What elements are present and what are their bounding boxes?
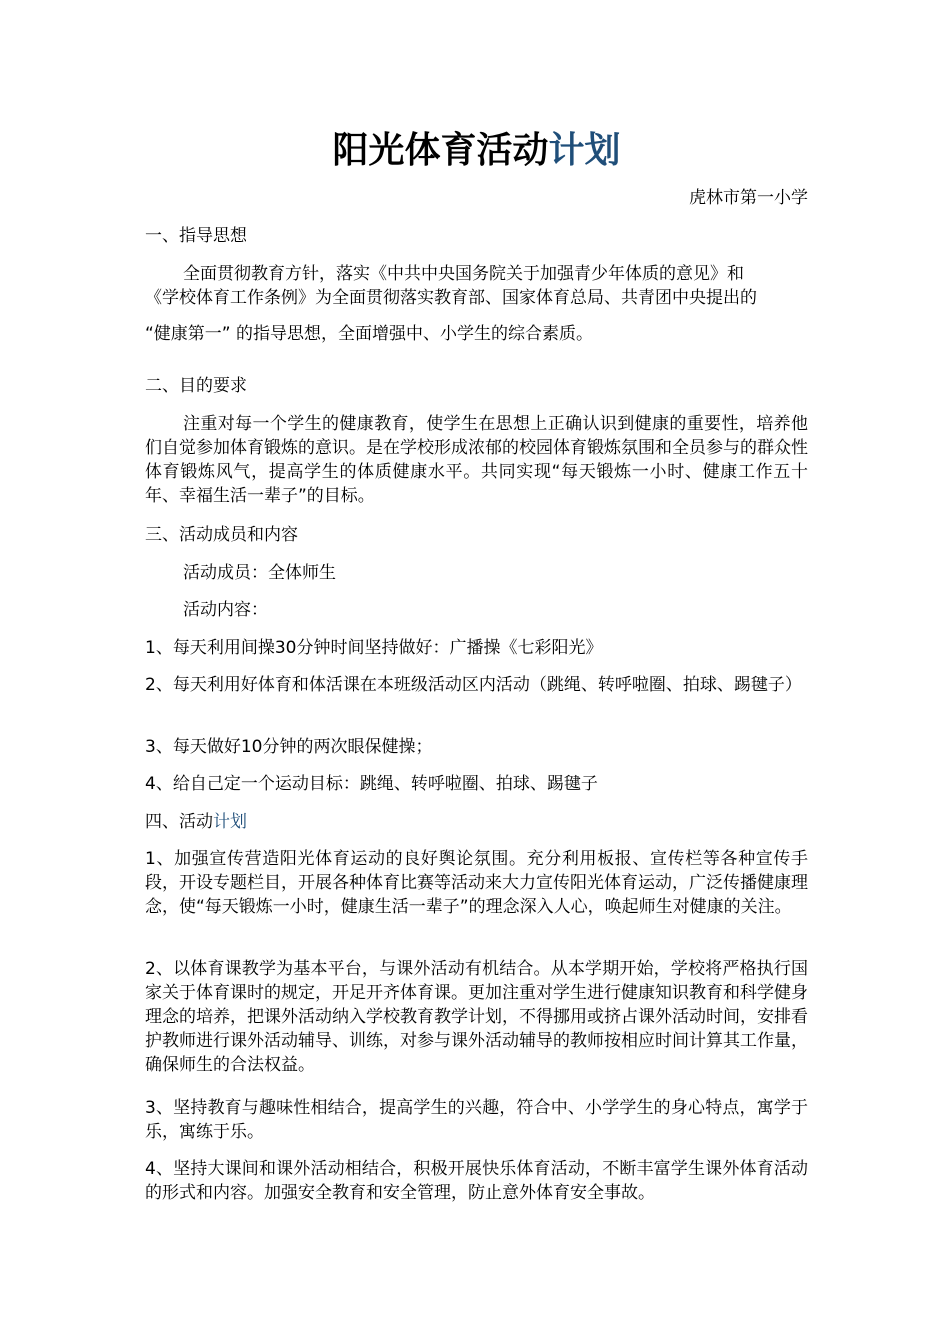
section-heading-guiding-thought: 一、指导思想 [145, 226, 247, 246]
section-heading-members-content: 三、活动成员和内容 [145, 525, 298, 545]
section-heading-activity-plan [145, 810, 808, 834]
document-page [145, 0, 808, 1344]
activity-content-label: 活动内容： [183, 600, 268, 620]
list-item: 4、坚持大课间和课外活动相结合，积极开展快乐体育活动，不断丰富学生课外体育活动的形式和内容。加强安全教育和安全管理，防止意外体育安全事故。 [145, 1159, 808, 1203]
paragraph-line: 《学校体育工作条例》为全面贯彻落实教育部、国家体育总局、共青团中央提出的 [145, 288, 757, 308]
paragraph-line: 全面贯彻教育方针，落实《中共中央国务院关于加强青少年体质的意见》和 [183, 264, 744, 284]
section-heading-objectives: 二、目的要求 [145, 376, 247, 396]
activity-members: 活动成员：全体师生 [183, 563, 336, 583]
title-main: 阳光体育活动 [332, 130, 549, 171]
document-title [145, 124, 808, 178]
title-accent: 计划 [548, 130, 621, 171]
heading-main: 四、活动 [145, 812, 213, 832]
document-author: 虎林市第一小学 [689, 188, 808, 208]
list-item: 2、每天利用好体育和体活课在本班级活动区内活动（跳绳、转呼啦圈、拍球、踢毽子） [145, 675, 802, 695]
list-item: 3、坚持教育与趣味性相结合，提高学生的兴趣，符合中、小学学生的身心特点，寓学于乐，寓练于乐。 [145, 1098, 808, 1142]
list-item: 1、加强宣传营造阳光体育运动的良好舆论氛围。充分利用板报、宣传栏等各种宣传手段，开设专题栏目，开展各种体育比赛等活动来大力宣传阳光体育运动，广泛传播健康理念，使“每天锻炼一小时，健康生活一辈子”的理念深入人心，唤起师生对健康的关注。 [145, 849, 808, 917]
paragraph-objectives: 注重对每一个学生的健康教育，使学生在思想上正确认识到健康的重要性，培养他们自觉参加体育锻炼的意识。是在学校形成浓郁的校园体育锻炼氛围和全员参与的群众性体育锻炼风气，提高学生的体质健康水平。共同实现“每天锻炼一小时、健康工作五十年、幸福生活一辈子”的目标。 [145, 414, 808, 506]
list-item: 4、给自己定一个运动目标：跳绳、转呼啦圈、拍球、踢毽子 [145, 774, 598, 794]
heading-accent: 计划 [213, 812, 247, 832]
list-item: 2、以体育课教学为基本平台，与课外活动有机结合。从本学期开始，学校将严格执行国家关于体育课时的规定，开足开齐体育课。更加注重对学生进行健康知识教育和科学健身理念的培养，把课外活动纳入学校教育教学计划，不得挪用或挤占课外活动时间，安排看护教师进行课外活动辅导、训练，对参与课外活动辅导的教师按相应时间计算其工作量，确保师生的合法权益。 [145, 959, 808, 1075]
paragraph-line: “健康第一” 的指导思想，全面增强中、小学生的综合素质。 [145, 324, 594, 344]
list-item: 1、每天利用间操30分钟时间坚持做好：广播操《七彩阳光》 [145, 638, 603, 658]
paragraph-guiding-thought [145, 262, 808, 346]
list-item: 3、每天做好10分钟的两次眼保健操； [145, 737, 433, 757]
